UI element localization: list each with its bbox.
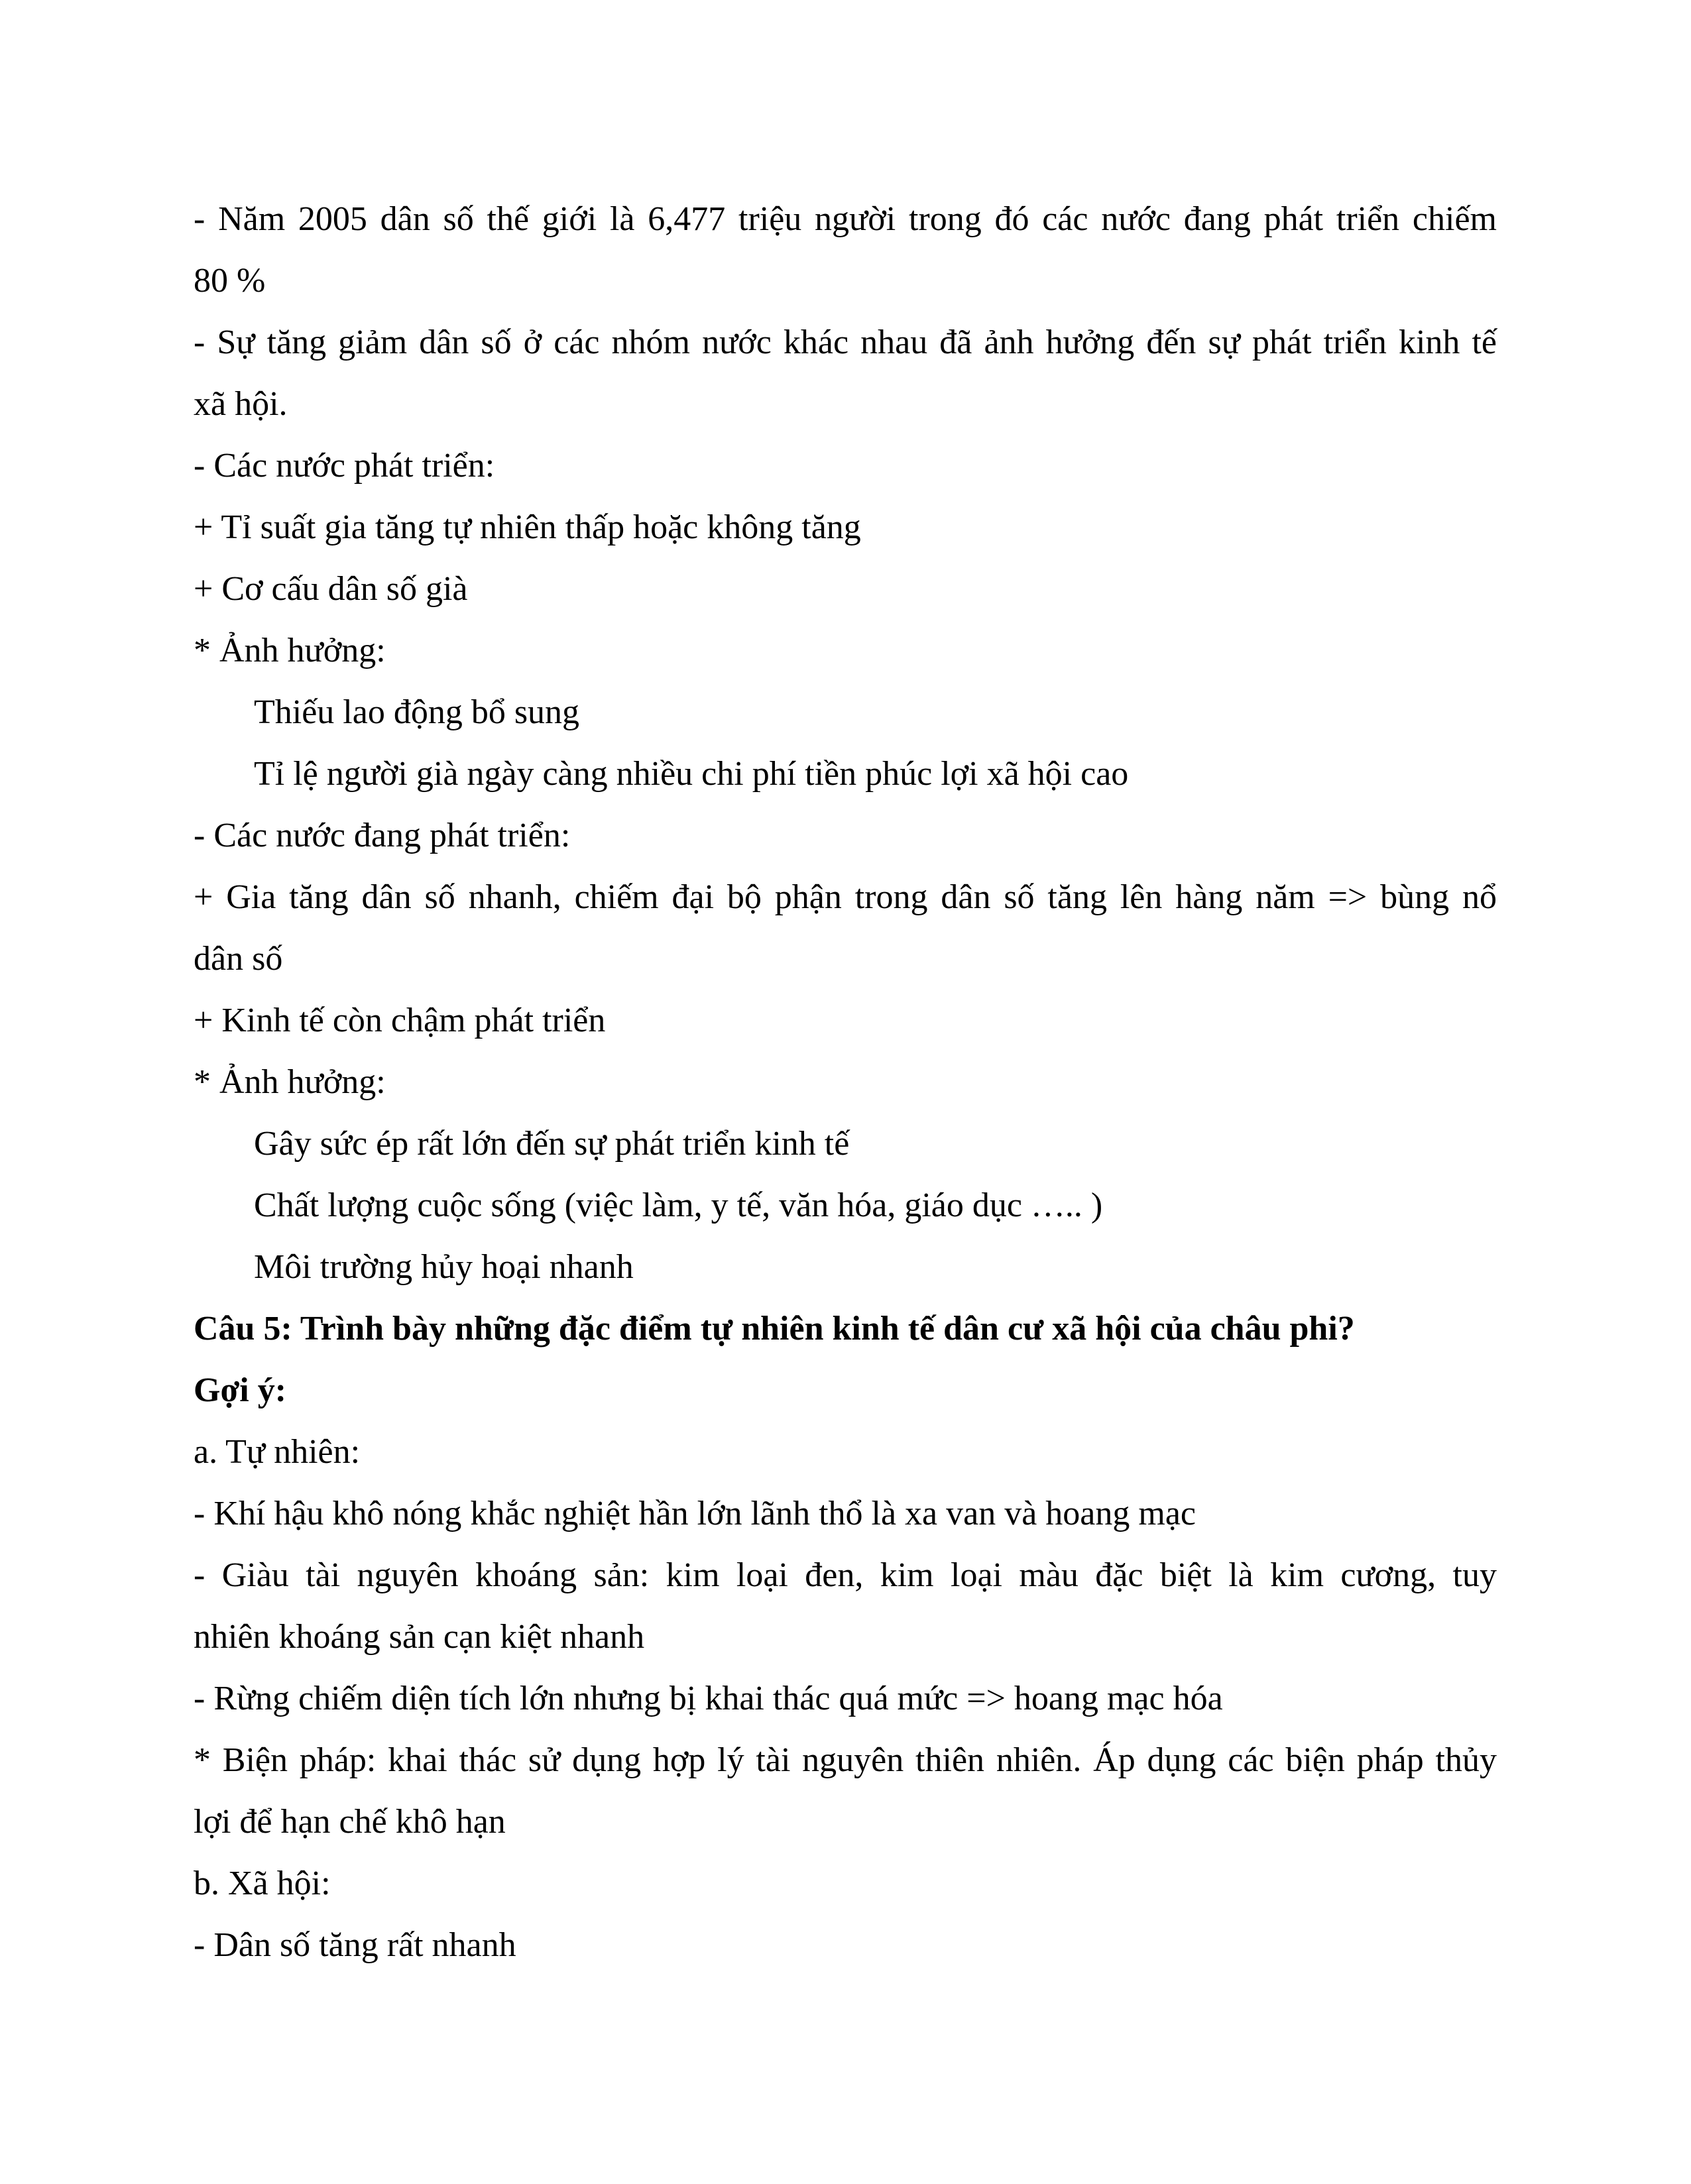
text-line: Thiếu lao động bổ sung	[254, 693, 580, 731]
text-line: - Các nước phát triển:	[194, 447, 495, 485]
text-line: xã hội.	[194, 385, 288, 423]
text-line: b. Xã hội:	[194, 1865, 331, 1902]
text-line: - Khí hậu khô nóng khắc nghiệt hần lớn lãnh thổ là xa van và hoang mạc	[194, 1495, 1196, 1532]
text-line: + Tỉ suất gia tăng tự nhiên thấp hoặc không tăng	[194, 508, 861, 546]
text-line: Tỉ lệ người già ngày càng nhiều chi phí tiền phúc lợi xã hội cao	[254, 755, 1129, 793]
text-line: + Kinh tế còn chậm phát triển	[194, 1002, 606, 1039]
text-line: + Cơ cấu dân số già	[194, 570, 468, 608]
text-line: dân số	[194, 940, 283, 978]
text-line: 80 %	[194, 262, 266, 300]
text-line: lợi để hạn chế khô hạn	[194, 1803, 506, 1841]
text-line: Chất lượng cuộc sống (việc làm, y tế, văn hóa, giáo dục ….. )	[254, 1186, 1103, 1224]
text-line: Câu 5: Trình bày những đặc điểm tự nhiên kinh tế dân cư xã hội của châu phi?	[194, 1310, 1355, 1348]
text-line: a. Tự nhiên:	[194, 1433, 361, 1471]
text-line: - Năm 2005 dân số thế giới là 6,477 triệu người trong đó các nước đang phát triển chiếm	[194, 200, 1497, 238]
document-content	[194, 0, 1497, 1976]
text-line: Gây sức ép rất lớn đến sự phát triển kinh tế	[254, 1125, 850, 1163]
text-line: - Rừng chiếm diện tích lớn nhưng bị khai thác quá mức => hoang mạc hóa	[194, 1680, 1223, 1717]
text-line: * Ảnh hưởng:	[194, 632, 386, 669]
text-line: - Sự tăng giảm dân số ở các nhóm nước khác nhau đã ảnh hưởng đến sự phát triển kinh tế	[194, 323, 1497, 361]
text-line: + Gia tăng dân số nhanh, chiếm đại bộ phận trong dân số tăng lên hàng năm => bùng nổ	[194, 878, 1497, 916]
text-line: - Giàu tài nguyên khoáng sản: kim loại đen, kim loại màu đặc biệt là kim cương, tuy	[194, 1556, 1497, 1594]
text-line: * Ảnh hưởng:	[194, 1063, 386, 1101]
text-line: nhiên khoáng sản cạn kiệt nhanh	[194, 1618, 645, 1656]
text-line: Môi trường hủy hoại nhanh	[254, 1248, 634, 1286]
text-line: - Dân số tăng rất nhanh	[194, 1926, 516, 1964]
text-line: - Các nước đang phát triển:	[194, 817, 571, 854]
text-line: * Biện pháp: khai thác sử dụng hợp lý tài nguyên thiên nhiên. Áp dụng các biện pháp thủy	[194, 1741, 1497, 1779]
text-line: Gợi ý:	[194, 1371, 287, 1409]
